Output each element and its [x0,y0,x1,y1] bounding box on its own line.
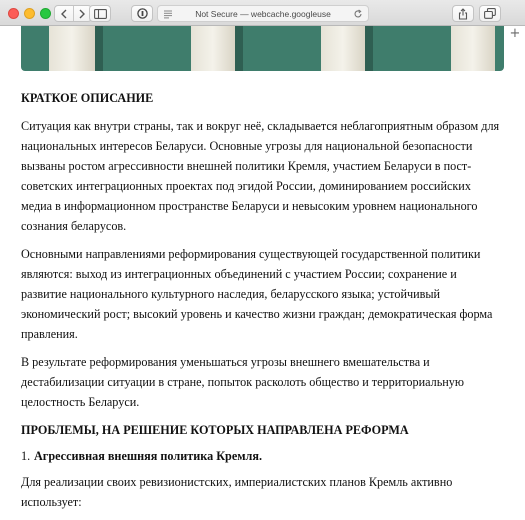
plus-icon: + [509,26,521,41]
sidebar-icon [94,9,107,19]
hero-shadow [235,26,243,71]
hero-pillar [191,26,235,71]
chevron-left-icon [60,9,68,19]
hero-pillar [451,26,495,71]
minimize-window-button[interactable] [24,8,35,19]
list-number: 1. [21,449,31,463]
address-text: Not Secure — webcache.googleuse [195,8,331,19]
hero-shadow [365,26,373,71]
address-bar[interactable] [157,5,369,22]
tab-overview-icon [484,8,496,19]
hero-pillar [321,26,365,71]
hero-image [21,26,504,71]
zoom-window-button[interactable] [40,8,51,19]
section-heading-problems: ПРОБЛЕМЫ, НА РЕШЕНИЕ КОТОРЫХ НАПРАВЛЕНА РЕФОРМА [21,423,409,437]
share-button[interactable] [452,5,474,22]
article-paragraph: Для реализации своих ревизионистских, империалистских планов Кремль активно использует: [21,475,453,509]
list-text: Агрессивная внешняя политика Кремля. [34,449,263,463]
navigation-buttons [54,5,92,22]
privacy-report-button[interactable] [131,5,153,22]
article-paragraph: В результате реформирования уменьшаться угрозы внешнего вмешательства и дестабилизации ситуации в стране, попыток расколоть общество и территориальную целостность Беларуси. [21,355,464,409]
back-button[interactable] [55,6,73,21]
reload-icon[interactable] [353,9,363,19]
privacy-report-icon [137,8,148,19]
close-window-button[interactable] [8,8,19,19]
hero-shadow [95,26,103,71]
section-heading-summary: КРАТКОЕ ОПИСАНИЕ [21,91,154,105]
browser-toolbar [0,0,525,26]
article-content [21,88,501,520]
article-paragraph: Основными направлениями реформирования существующей государственной политики являются: выход из интеграционных объединений с участием России; сохранение и развитие национального культурного наследия, беларусского языка; устойчивый экономический рост; высокий уровень и качество жизни граждан; демократическая форма правления. [21,247,493,341]
share-icon [458,8,468,20]
hero-pillar [49,26,95,71]
list-item [21,446,501,466]
tab-overview-button[interactable] [479,5,501,22]
chevron-right-icon [78,9,86,19]
sidebar-button[interactable] [89,5,111,22]
new-tab-button[interactable] [508,27,522,41]
article-paragraph: Ситуация как внутри страны, так и вокруг неё, складывается неблагоприятным образом для национальных интересов Беларуси. Основные угрозы для национальной безопасности вызваны ростом агрессивности внешней политики Кремля, участием Беларуси в пост-советских интеграционных проектах под эгидой России, доминированием российских медиа в информационном пространстве Беларуси и невысоким уровнем национального сознания беларусов. [21,119,500,233]
reader-view-icon[interactable] [163,9,173,19]
